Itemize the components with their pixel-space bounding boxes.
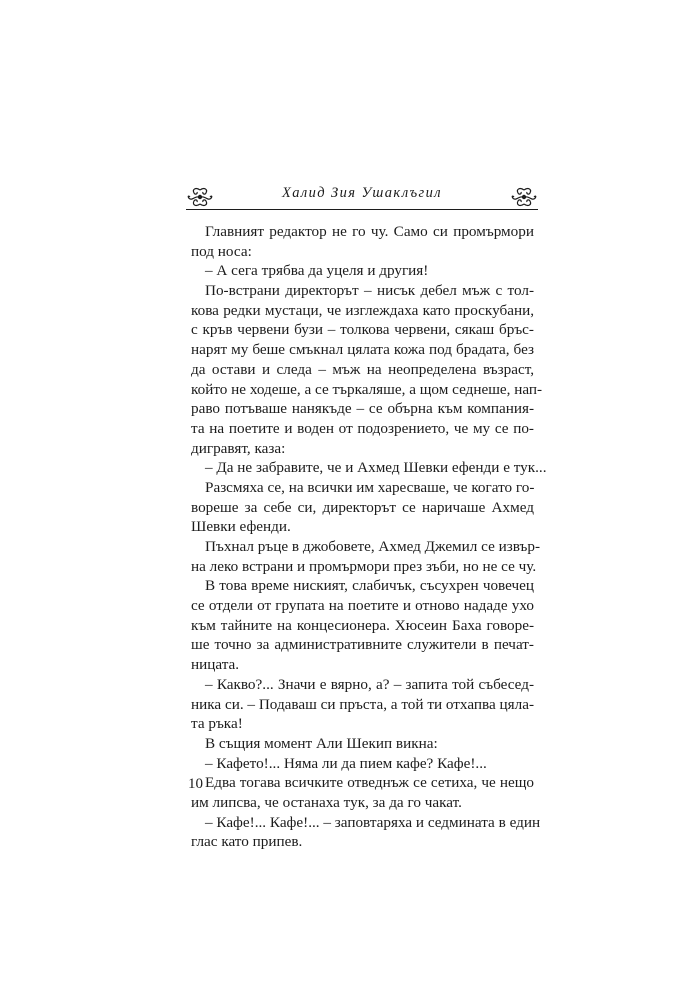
text-line: – Кафе!... Кафе!... – заповтаряха и седмината в един [205,813,541,831]
running-title: Халид Зия Ушаклъгил [282,185,442,201]
text-line: раво потъваше нанякъде – се обърна към компания- [191,400,534,418]
floral-ornament-icon [186,187,214,207]
text-line: който не ходеше, а се търкаляше, а щом седнеше, нап- [191,380,543,398]
text-line: та ръка! [191,715,243,733]
text-line: към тайните на концесионера. Хюсеин Баха говоре- [191,616,534,634]
text-line: нарят му беше смъкнал цялата кожа под брадата, без [191,341,534,359]
header-rule [186,209,538,210]
text-line: Главният редактор не го чу. Само си промърмори [205,223,534,240]
text-line: – Какво?... Значи е вярно, а? – запита той събесед- [205,675,534,693]
text-line: ника си. – Подаваш си пръста, а той ти отхапва цяла- [191,695,534,713]
running-header [186,183,538,211]
text-line: – Кафето!... Няма ли да пием кафе? Кафе!... [205,754,487,772]
text-line: – Да не забравите, че и Ахмед Шевки ефенди е тук... [205,459,547,477]
text-line: вореше за себе си, директорът се наричаше Ахмед [191,498,534,516]
text-line: Шевки ефенди. [191,518,291,536]
text-line: под носа: [191,242,252,260]
text-line: с кръв червени бузи – толкова червени, сякаш бръс- [191,321,534,339]
text-line: дигравят, каза: [191,439,286,457]
text-line: им липсва, че останаха тук, за да го чакат. [191,793,462,811]
text-line: се отдели от групата на поетите и отново нададе ухо [191,597,534,615]
text-line: В същия момент Али Шекип викна: [205,734,438,752]
text-line: – А сега трябва да уцеля и другия! [205,262,429,280]
text-line: на леко встрани и промърмори през зъби, но не се чу. [191,557,537,575]
text-line: глас като припев. [191,833,303,851]
text-line: Разсмяха се, на всички им харесваше, че когато го- [205,478,535,496]
text-line: ницата. [191,656,240,674]
text-line: Пъхнал ръце в джобовете, Ахмед Джемил се извър- [205,538,541,555]
text-line: кова редки мустаци, че изглеждаха като проскубани, [191,301,534,319]
text-line: та на поетите и воден от подозрението, че му се по- [191,419,534,437]
text-line: да остави и следа – мъж на неопределена възраст, [191,360,534,378]
body-text [191,222,547,852]
page-number: 10 [188,776,203,792]
text-line: По-встрани директорът – нисък дебел мъж с тол- [205,282,534,300]
text-line: Едва тогава всичките отведнъж се сетиха, че нещо [205,774,534,792]
text-line: В това време ниският, слабичък, съсухрен човечец [205,577,534,595]
text-line: ше точно за административните служители в печат- [191,636,534,654]
floral-ornament-icon [510,187,538,207]
